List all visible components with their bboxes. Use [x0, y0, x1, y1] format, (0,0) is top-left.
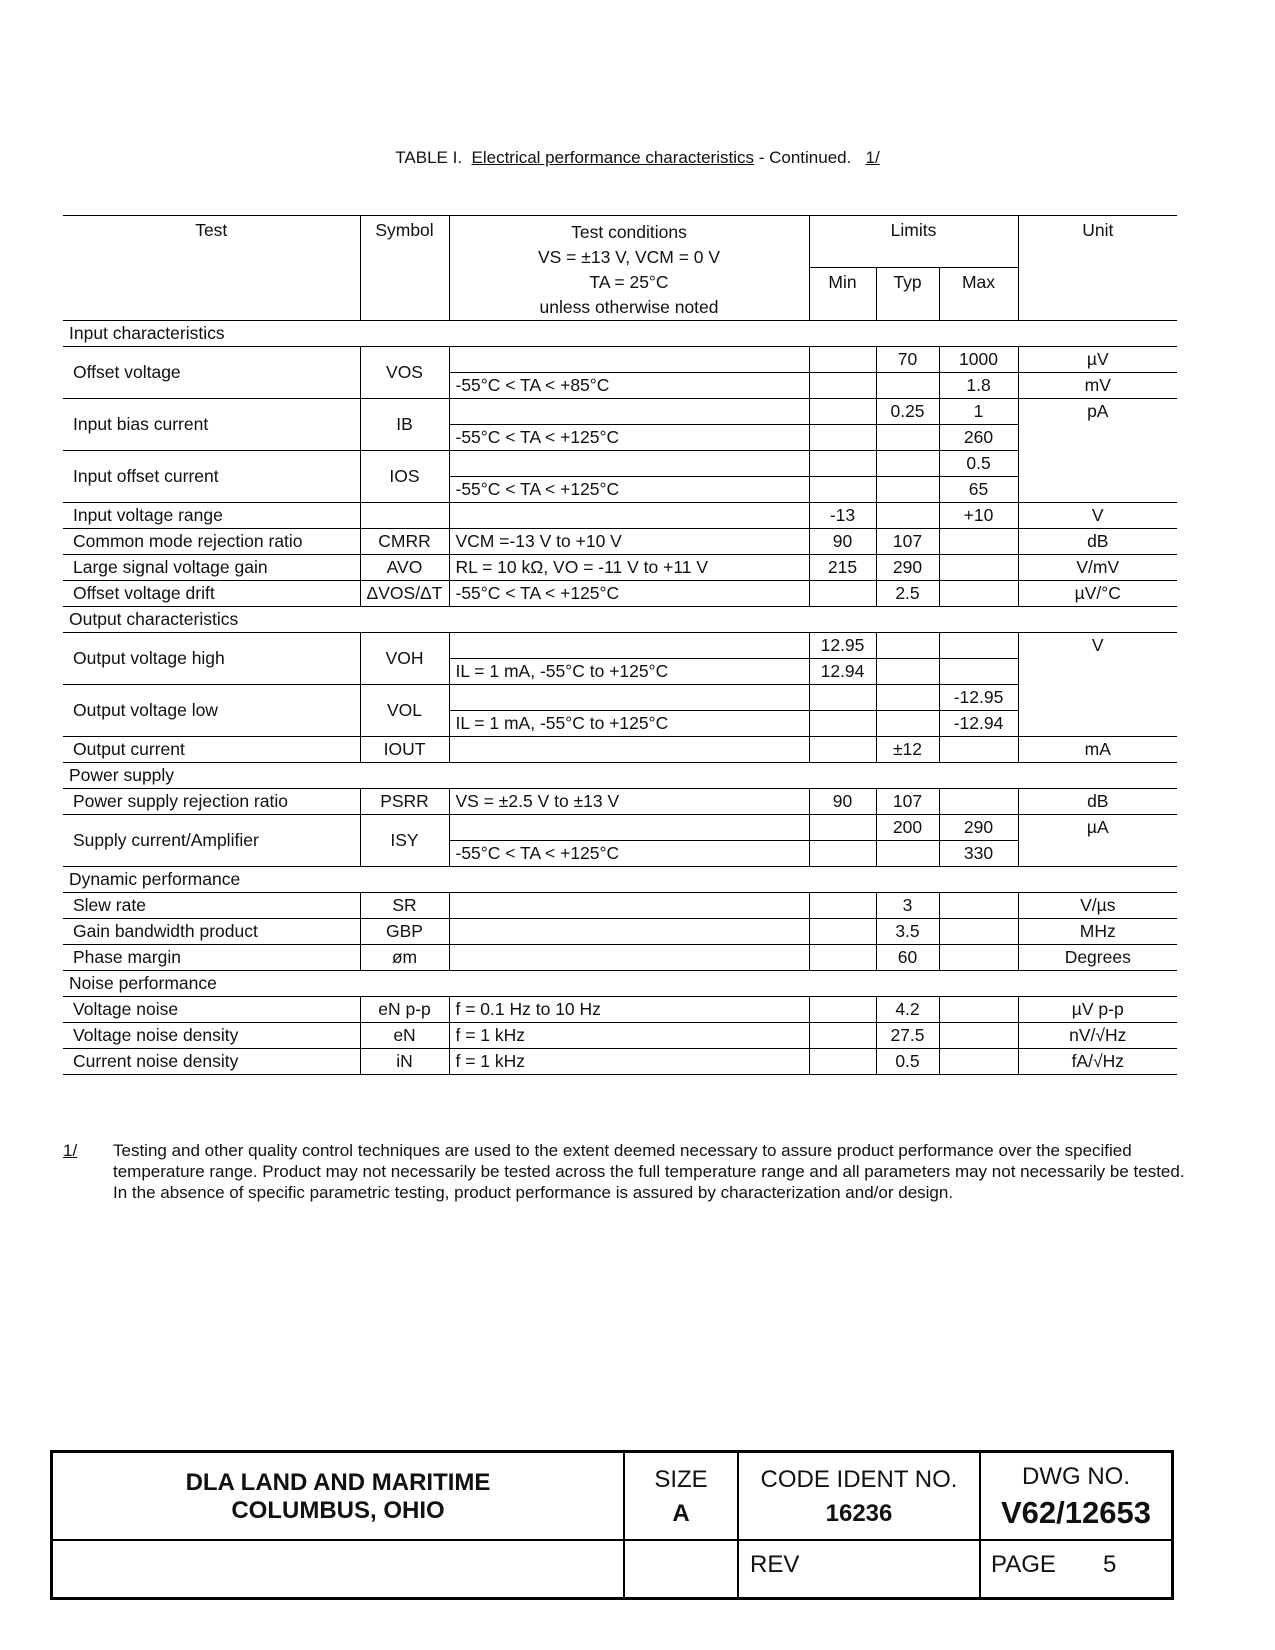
row-test: Output voltage low: [63, 685, 360, 737]
caption-prefix: TABLE I.: [395, 148, 463, 167]
row-typ: 60: [876, 945, 939, 971]
row-max: 1.8: [939, 373, 1018, 399]
section-row: [63, 321, 1177, 347]
row-test: Power supply rejection ratio: [73, 791, 288, 811]
row-cond: VS = ±2.5 V to ±13 V: [449, 789, 809, 815]
row-unit: V/µs: [1018, 893, 1177, 919]
conditions-line2: TA = 25°C: [589, 272, 669, 292]
row-cond: IL = 1 mA, -55°C to +125°C: [449, 711, 809, 737]
row-symbol: IOUT: [360, 737, 449, 763]
row-unit: µA: [1018, 815, 1177, 867]
row-symbol: iN: [360, 1049, 449, 1075]
table-row: [63, 737, 1177, 763]
row-test: Offset voltage drift: [73, 583, 215, 603]
header-min: Min: [809, 267, 876, 320]
table-row: [63, 893, 1177, 919]
header-symbol: Symbol: [360, 216, 449, 321]
row-unit: mA: [1018, 737, 1177, 763]
dwg-label: DWG NO.: [1022, 1463, 1130, 1490]
row-symbol: AVO: [360, 555, 449, 581]
caption-title: Electrical performance characteristics: [471, 148, 754, 167]
table-row: [63, 815, 1177, 841]
section-row: [63, 971, 1177, 997]
table-row: [63, 399, 1177, 425]
row-test: Input voltage range: [73, 505, 223, 525]
code-ident-block: [739, 1463, 979, 1531]
row-symbol: VOS: [360, 347, 449, 399]
row-test: Voltage noise: [73, 999, 179, 1019]
header-limits: Limits: [809, 216, 1018, 268]
row-cond: -55°C < TA < +125°C: [449, 841, 809, 867]
table-row: [63, 503, 1177, 529]
section-row: [63, 867, 1177, 893]
row-symbol: IB: [360, 399, 449, 451]
header-max: Max: [939, 267, 1018, 320]
row-typ: ±12: [876, 737, 939, 763]
code-value: 16236: [825, 1500, 893, 1527]
row-cond: VCM =-13 V to +10 V: [449, 529, 809, 555]
row-test: Phase margin: [73, 947, 181, 967]
row-test: Slew rate: [73, 895, 146, 915]
footnote-number: 1/: [63, 1141, 78, 1160]
table-row: [63, 451, 1177, 477]
page-number: 5: [1103, 1551, 1117, 1578]
row-symbol: ISY: [360, 815, 449, 867]
row-unit: µV p-p: [1018, 997, 1177, 1023]
row-unit: fA/√Hz: [1018, 1049, 1177, 1075]
row-unit: µV/°C: [1018, 581, 1177, 607]
table-row: [63, 789, 1177, 815]
row-typ: 290: [876, 555, 939, 581]
row-typ: 0.5: [876, 1049, 939, 1075]
row-cond: -55°C < TA < +125°C: [449, 477, 809, 503]
row-test: Offset voltage: [63, 347, 360, 399]
row-max: -12.94: [939, 711, 1018, 737]
row-test: Voltage noise density: [73, 1025, 239, 1045]
row-cond: f = 1 kHz: [449, 1049, 809, 1075]
row-unit: dB: [1018, 529, 1177, 555]
table-row: [63, 919, 1177, 945]
conditions-line1: VS = ±13 V, VCM = 0 V: [537, 247, 721, 267]
row-max: 330: [939, 841, 1018, 867]
section-input: Input characteristics: [69, 323, 225, 343]
row-typ: 27.5: [876, 1023, 939, 1049]
row-test: Common mode rejection ratio: [73, 531, 303, 551]
header-conditions: [449, 216, 809, 321]
row-max: 1: [939, 399, 1018, 425]
section-row: [63, 763, 1177, 789]
row-symbol: eN: [360, 1023, 449, 1049]
section-dynamic: Dynamic performance: [69, 869, 241, 889]
section-output: Output characteristics: [69, 609, 239, 629]
row-typ: 4.2: [876, 997, 939, 1023]
row-symbol: VOH: [360, 633, 449, 685]
header-unit: Unit: [1018, 216, 1177, 321]
table-row: [63, 685, 1177, 711]
row-test: Current noise density: [73, 1051, 239, 1071]
row-min: 12.94: [809, 659, 876, 685]
row-typ: 70: [876, 347, 939, 373]
row-test: Input bias current: [63, 399, 360, 451]
row-max: +10: [939, 503, 1018, 529]
caption-suffix: - Continued.: [758, 148, 852, 167]
section-power: Power supply: [69, 765, 175, 785]
code-label: CODE IDENT NO.: [760, 1466, 958, 1493]
organization: [53, 1469, 623, 1525]
row-unit: V: [1018, 503, 1177, 529]
org-line2: COLUMBUS, OHIO: [231, 1497, 445, 1524]
row-typ: 0.25: [876, 399, 939, 425]
row-unit: MHz: [1018, 919, 1177, 945]
row-typ: 107: [876, 529, 939, 555]
row-max: 1000: [939, 347, 1018, 373]
row-symbol: IOS: [360, 451, 449, 503]
row-max: 0.5: [939, 451, 1018, 477]
row-typ: 3: [876, 893, 939, 919]
row-symbol: CMRR: [360, 529, 449, 555]
row-cond: -55°C < TA < +85°C: [449, 373, 809, 399]
row-symbol: eN p-p: [360, 997, 449, 1023]
row-unit: Degrees: [1018, 945, 1177, 971]
row-test: Output current: [73, 739, 185, 759]
footnote: [63, 1140, 1203, 1203]
page-label: PAGE: [991, 1551, 1056, 1578]
org-line1: DLA LAND AND MARITIME: [185, 1469, 491, 1496]
row-typ: 3.5: [876, 919, 939, 945]
row-typ: 2.5: [876, 581, 939, 607]
row-symbol: PSRR: [360, 789, 449, 815]
size-block: [625, 1463, 737, 1531]
row-max: 65: [939, 477, 1018, 503]
row-test: Supply current/Amplifier: [63, 815, 360, 867]
row-unit: mV: [1018, 373, 1177, 399]
conditions-line3: unless otherwise noted: [539, 297, 719, 317]
dwg-block: [981, 1461, 1171, 1533]
row-unit: dB: [1018, 789, 1177, 815]
rev-label: REV: [750, 1551, 800, 1578]
section-noise: Noise performance: [69, 973, 217, 993]
row-test: Gain bandwidth product: [73, 921, 258, 941]
row-cond: RL = 10 kΩ, VO = -11 V to +11 V: [449, 555, 809, 581]
row-unit: µV: [1018, 347, 1177, 373]
table-row: [63, 997, 1177, 1023]
row-min: 12.95: [809, 633, 876, 659]
table-row: [63, 529, 1177, 555]
row-cond: -55°C < TA < +125°C: [449, 581, 809, 607]
header-typ: Typ: [876, 267, 939, 320]
title-block: [50, 1450, 1174, 1600]
footnote-text: Testing and other quality control techniques are used to the extent deemed necessary to assure product performance over the specified temperature range. Product may not necessarily be tested across the full temperature range and all parameters may not necessarily be tested. In the absence of specific parametric testing, product performance is assured by characterization and/or design.: [113, 1141, 1185, 1202]
row-symbol: SR: [360, 893, 449, 919]
row-max: 260: [939, 425, 1018, 451]
size-value: A: [672, 1500, 690, 1527]
table-caption: [0, 148, 1275, 168]
row-max: 290: [939, 815, 1018, 841]
row-min: -13: [809, 503, 876, 529]
caption-note-ref: 1/: [865, 148, 880, 167]
table-row: [63, 347, 1177, 373]
row-cond: IL = 1 mA, -55°C to +125°C: [449, 659, 809, 685]
section-row: [63, 607, 1177, 633]
row-symbol: øm: [360, 945, 449, 971]
electrical-characteristics-table: [63, 215, 1177, 1075]
dwg-value: V62/12653: [1001, 1495, 1151, 1530]
row-cond: -55°C < TA < +125°C: [449, 425, 809, 451]
row-test: Output voltage high: [63, 633, 360, 685]
table-row: [63, 945, 1177, 971]
table-row: [63, 1023, 1177, 1049]
row-unit: V/mV: [1018, 555, 1177, 581]
row-symbol: ΔVOS/ΔT: [360, 581, 449, 607]
row-cond: f = 1 kHz: [449, 1023, 809, 1049]
row-symbol: GBP: [360, 919, 449, 945]
row-unit: nV/√Hz: [1018, 1023, 1177, 1049]
row-min: 90: [809, 789, 876, 815]
table-row: [63, 581, 1177, 607]
row-unit: pA: [1018, 399, 1177, 503]
size-label: SIZE: [654, 1466, 708, 1493]
row-unit: V: [1018, 633, 1177, 737]
table-row: [63, 555, 1177, 581]
table-row: [63, 633, 1177, 659]
row-min: 90: [809, 529, 876, 555]
row-test: Input offset current: [63, 451, 360, 503]
row-test: Large signal voltage gain: [73, 557, 268, 577]
row-symbol: VOL: [360, 685, 449, 737]
row-max: -12.95: [939, 685, 1018, 711]
row-cond: f = 0.1 Hz to 10 Hz: [449, 997, 809, 1023]
table-row: [63, 1049, 1177, 1075]
header-test: Test: [63, 216, 360, 321]
row-typ: 107: [876, 789, 939, 815]
row-min: 215: [809, 555, 876, 581]
conditions-title: Test conditions: [571, 222, 687, 242]
row-typ: 200: [876, 815, 939, 841]
